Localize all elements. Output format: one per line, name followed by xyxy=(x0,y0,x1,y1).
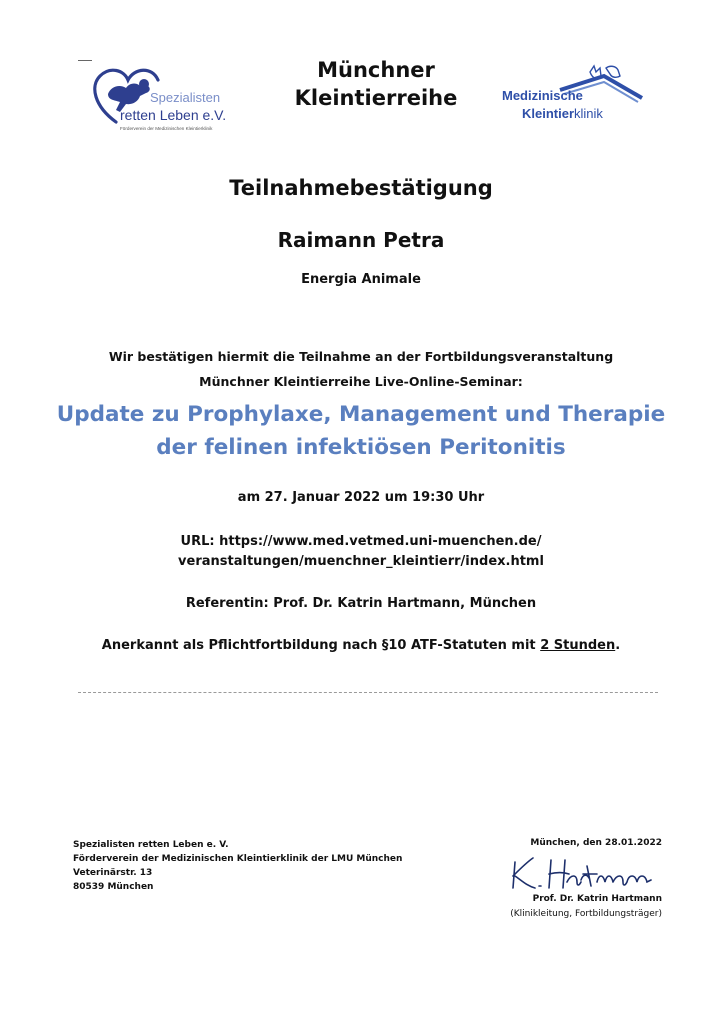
signer-name: Prof. Dr. Katrin Hartmann xyxy=(532,894,662,904)
spezialisten-logo xyxy=(88,58,248,138)
seminar-title-line-1: Update zu Prophylaxe, Management und Therapie xyxy=(56,402,666,427)
speaker-line: Referentin: Prof. Dr. Katrin Hartmann, München xyxy=(185,596,537,611)
heart-with-cat-and-dog-icon xyxy=(88,58,248,138)
recognition-prefix: Anerkannt als Pflichtfortbildung nach §10 ATF-Statuten mit xyxy=(101,638,541,653)
recognition-hours: 2 Stunden xyxy=(540,638,616,653)
cat-and-dog-roof-icon xyxy=(498,62,648,128)
event-date: am 27. Januar 2022 um 19:30 Uhr xyxy=(237,490,485,505)
dashed-divider xyxy=(78,692,658,693)
svg-text:retten Leben e.V.: retten Leben e.V. xyxy=(120,107,227,123)
svg-text:Medizinische: Medizinische xyxy=(502,88,583,103)
place-and-date: München, den 28.01.2022 xyxy=(530,838,662,848)
intro-line-2: Münchner Kleintierreihe Live-Online-Seminar: xyxy=(199,374,523,389)
series-title xyxy=(250,56,502,112)
address-line-1: Spezialisten retten Leben e. V. xyxy=(73,840,229,850)
intro-line-1: Wir bestätigen hiermit die Teilnahme an der Fortbildungsveranstaltung xyxy=(108,349,614,364)
svg-text:Kleintierklinik: Kleintierklinik xyxy=(522,106,603,121)
address-line-2: Förderverein der Medizinischen Kleintierklinik der LMU München xyxy=(73,854,403,864)
kleintierklinik-logo xyxy=(498,62,648,128)
recognition-line xyxy=(0,638,722,653)
svg-text:Spezialisten: Spezialisten xyxy=(150,90,221,105)
recipient-name: Raimann Petra xyxy=(277,228,445,252)
seminar-title-line-2: der felinen infektiösen Peritonitis xyxy=(156,435,566,460)
intro-text xyxy=(0,344,722,394)
recipient-organization: Energia Animale xyxy=(301,272,421,287)
signer-role: (Klinikleitung, Fortbildungsträger) xyxy=(510,909,662,919)
handwritten-signature xyxy=(505,852,675,896)
svg-text:Förderverein der Medizinischen: Förderverein der Medizinischen Kleintierklinik xyxy=(120,126,213,131)
recognition-suffix: . xyxy=(615,638,621,653)
document-title: Teilnahmebestätigung xyxy=(229,176,493,200)
seminar-title xyxy=(0,398,722,464)
event-url-line-1: URL: https://www.med.vetmed.uni-muenchen.de/ xyxy=(180,534,542,549)
footer-address xyxy=(73,838,402,894)
address-line-4: 80539 München xyxy=(73,882,154,892)
event-url-line-2: veranstaltungen/muenchner_kleintierr/index.html xyxy=(178,554,544,569)
signature xyxy=(505,852,675,896)
series-title-line2: Kleintierreihe xyxy=(294,86,458,110)
event-url xyxy=(0,532,722,572)
address-line-3: Veterinärstr. 13 xyxy=(73,868,153,878)
series-title-line1: Münchner xyxy=(317,58,435,82)
